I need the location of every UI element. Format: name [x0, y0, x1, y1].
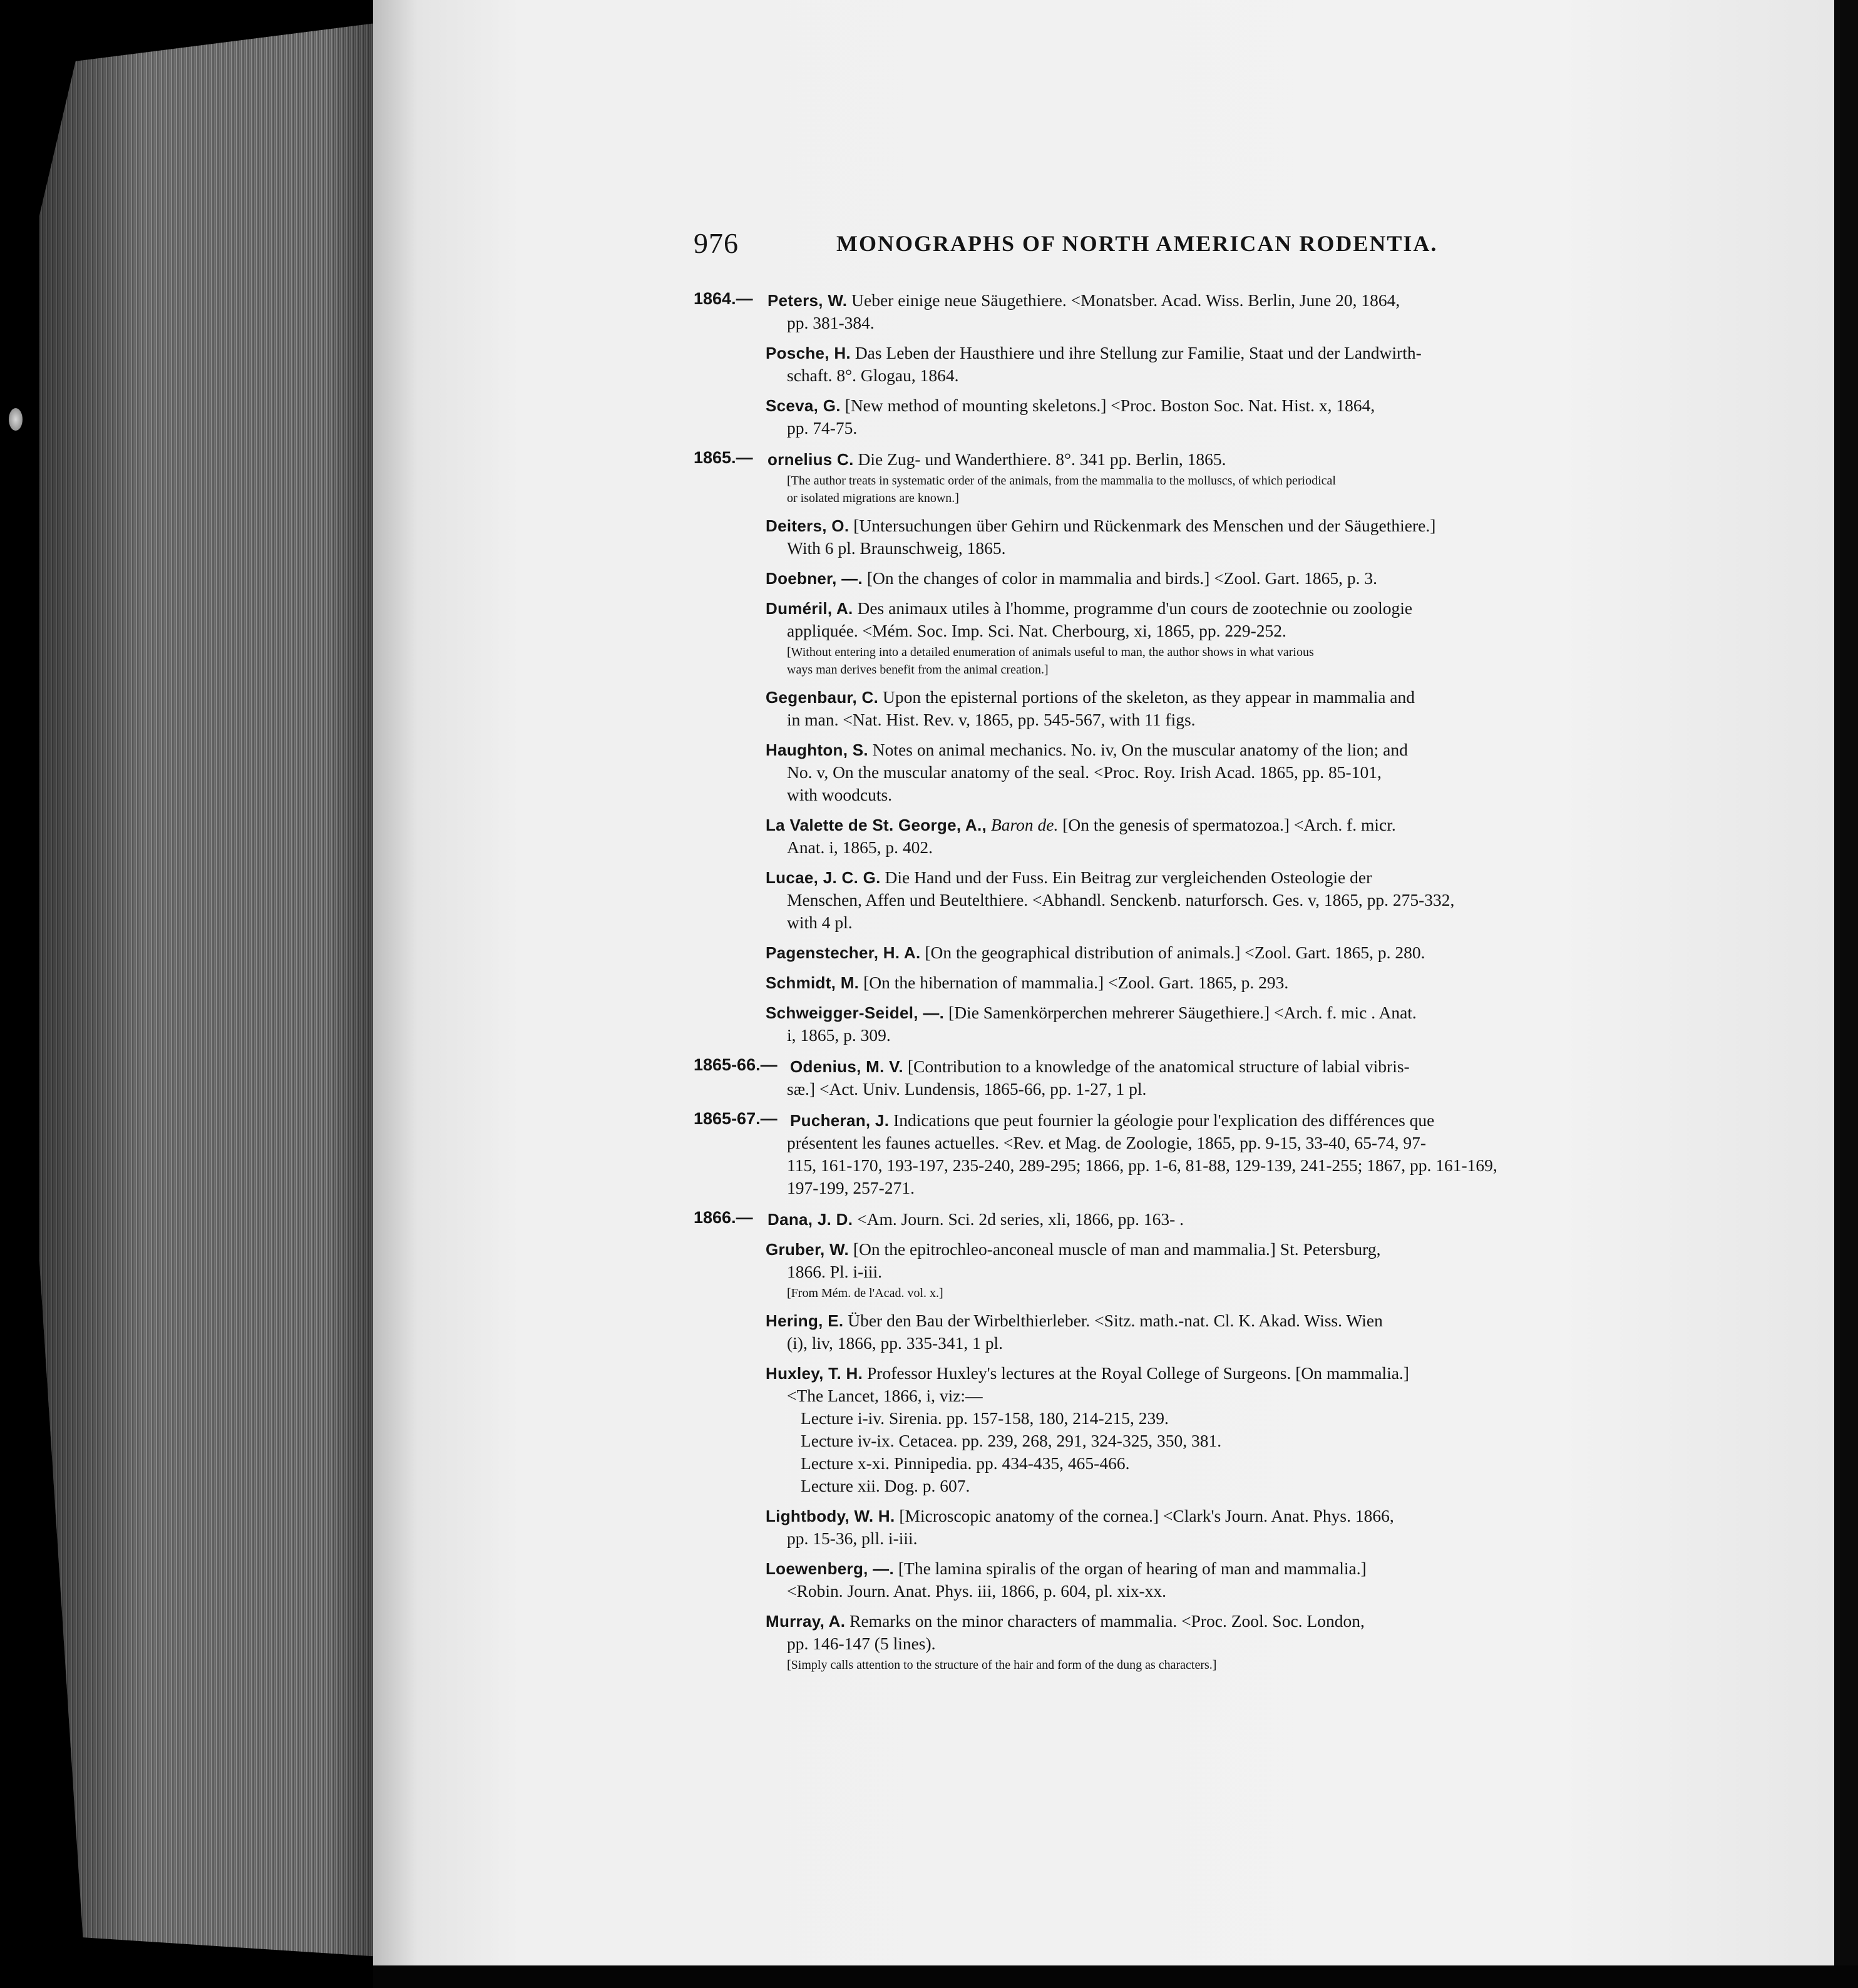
- bibliography-entry: [766, 1002, 1583, 1047]
- entry-note: [766, 643, 1583, 679]
- lecture-line: Lecture x-xi. Pinnipedia. pp. 434-435, 465-466.: [801, 1453, 1130, 1473]
- entry-continuation-line: Menschen, Affen und Beutelthiere. <Abhandl. Senckenb. naturforsch. Ges. v, 1865, pp. 275-332,: [787, 890, 1455, 909]
- entry-author: Doebner, —.: [766, 569, 863, 588]
- entry-lines: [766, 866, 1583, 934]
- entry-continuation-line: 1866. Pl. i-iii.: [787, 1262, 883, 1281]
- bibliography-entry: [766, 941, 1583, 964]
- entry-text: Die Zug- und Wanderthiere. 8°. 341 pp. Berlin, 1865.: [858, 449, 1226, 469]
- scan-border-right: [1834, 0, 1858, 1988]
- entry-first-line: [766, 1309, 1583, 1332]
- entry-lines: [766, 1362, 1583, 1497]
- entry-author: Schweigger-Seidel, —.: [766, 1003, 945, 1022]
- note-line: ways man derives benefit from the animal creation.]: [787, 663, 1049, 677]
- bibliography-entries: [694, 289, 1583, 1683]
- entry-first-line: [694, 1109, 1583, 1132]
- entry-lines: [766, 941, 1583, 964]
- scan-artifact: [9, 408, 23, 431]
- entry-author: Haughton, S.: [766, 740, 868, 759]
- entry-text: Über den Bau der Wirbelthierleber. <Sitz. math.-nat. Cl. K. Akad. Wiss. Wien: [848, 1311, 1383, 1330]
- entry-lines: [766, 739, 1583, 806]
- entry-continuation-line: 115, 161-170, 193-197, 235-240, 289-295; 1866, pp. 1-6, 81-88, 129-139, 241-255; 1867, pp. 161-169,: [787, 1155, 1497, 1175]
- entry-author: Murray, A.: [766, 1612, 846, 1631]
- entry-first-line: [766, 515, 1583, 537]
- entry-text: [The lamina spiralis of the organ of hearing of man and mammalia.]: [898, 1559, 1367, 1578]
- entry-author: ornelius C.: [767, 450, 854, 469]
- running-head: [694, 227, 1457, 264]
- entry-lines: [766, 1002, 1583, 1047]
- entry-text: Upon the episternal portions of the skeleton, as they appear in mammalia and: [883, 687, 1415, 707]
- entry-first-line: [766, 814, 1583, 836]
- entry-text: [On the hibernation of mammalia.] <Zool. Gart. 1865, p. 293.: [863, 973, 1289, 992]
- bibliography-entry: [766, 597, 1583, 679]
- entry-continuation-line: i, 1865, p. 309.: [787, 1025, 891, 1045]
- entry-text: <Am. Journ. Sci. 2d series, xli, 1866, pp. 163- .: [857, 1209, 1184, 1229]
- entry-author: Peters, W.: [767, 291, 848, 310]
- entry-lines: [766, 1505, 1583, 1550]
- bibliography-entry: [766, 1610, 1583, 1674]
- entry-author: Schmidt, M.: [766, 973, 860, 992]
- bibliography-entry: [766, 1238, 1583, 1302]
- entry-first-line: [694, 1055, 1583, 1078]
- bibliography-entry: [766, 394, 1583, 439]
- entry-lines: [766, 971, 1583, 994]
- entry-continuation-line: schaft. 8°. Glogau, 1864.: [787, 366, 959, 385]
- entry-first-line: [766, 1362, 1583, 1385]
- entry-lines: [766, 515, 1583, 560]
- bibliography-entry: [766, 971, 1583, 994]
- entry-text: [On the changes of color in mammalia and birds.] <Zool. Gart. 1865, p. 3.: [866, 568, 1377, 588]
- entry-first-line: [766, 1610, 1583, 1632]
- entry-author: Hering, E.: [766, 1311, 844, 1330]
- entry-continuation-line: pp. 146-147 (5 lines).: [787, 1634, 936, 1653]
- entry-text: [Untersuchungen über Gehirn und Rückenmark des Menschen und der Säugethiere.]: [853, 516, 1436, 535]
- bibliography-entry: [766, 515, 1583, 560]
- entry-lines: [694, 1055, 1583, 1100]
- entry-text: Des animaux utiles à l'homme, programme d'un cours de zootechnie ou zoologie: [857, 598, 1413, 618]
- entry-author: Pucheran, J.: [790, 1111, 890, 1130]
- entry-note: [694, 472, 1583, 507]
- bibliography-entry: [766, 1505, 1583, 1550]
- scan-border-bottom: [373, 1965, 1858, 1988]
- entry-text: [Microscopic anatomy of the cornea.] <Clark's Journ. Anat. Phys. 1866,: [899, 1506, 1394, 1525]
- book-edge-shadow: [18, 23, 381, 1957]
- bibliography-entry: [694, 448, 1583, 507]
- year-group: [694, 289, 1583, 439]
- bibliography-entry: [766, 1557, 1583, 1602]
- entry-continuation-line: pp. 381-384.: [787, 313, 875, 332]
- entry-first-line: [694, 289, 1583, 312]
- bibliography-entry: [766, 567, 1583, 590]
- entry-continuation-line: sæ.] <Act. Univ. Lundensis, 1865-66, pp. 1-27, 1 pl.: [787, 1079, 1147, 1099]
- entry-first-line: [766, 1557, 1583, 1580]
- entry-author: Gegenbaur, C.: [766, 688, 879, 707]
- year-label: 1864.—: [694, 289, 753, 308]
- note-line: [Simply calls attention to the structure of the hair and form of the dung as characters.]: [787, 1658, 1217, 1672]
- entry-text: Remarks on the minor characters of mammalia. <Proc. Zool. Soc. London,: [849, 1611, 1365, 1631]
- entry-text: [Contribution to a knowledge of the anatomical structure of labial vibris-: [907, 1057, 1410, 1076]
- entry-lines: [766, 1557, 1583, 1602]
- entry-note: [766, 1656, 1583, 1674]
- entry-continuation-line: in man. <Nat. Hist. Rev. v, 1865, pp. 545-567, with 11 figs.: [787, 710, 1196, 729]
- entry-lines: [766, 1238, 1583, 1283]
- entry-continuation-line: with woodcuts.: [787, 785, 893, 804]
- entry-lines: [766, 814, 1583, 859]
- entry-author: Lucae, J. C. G.: [766, 868, 881, 887]
- entry-lines: [694, 448, 1583, 471]
- entry-continuation-line: pp. 15-36, pll. i-iii.: [787, 1529, 918, 1548]
- entry-text: [On the genesis of spermatozoa.] <Arch. f. micr.: [1062, 815, 1396, 834]
- entry-first-line: [766, 739, 1583, 761]
- entry-text: Ueber einige neue Säugethiere. <Monatsber. Acad. Wiss. Berlin, June 20, 1864,: [851, 290, 1400, 310]
- page-number: 976: [694, 227, 739, 259]
- entry-first-line: [766, 394, 1583, 417]
- lecture-line: Lecture i-iv. Sirenia. pp. 157-158, 180, 214-215, 239.: [801, 1408, 1169, 1428]
- lecture-line: Lecture xii. Dog. p. 607.: [801, 1476, 970, 1495]
- bibliography-entry: [694, 1109, 1583, 1199]
- entry-first-line: [766, 686, 1583, 709]
- lecture-line: Lecture iv-ix. Cetacea. pp. 239, 268, 291, 324-325, 350, 381.: [801, 1431, 1222, 1450]
- entry-text: Die Hand und der Fuss. Ein Beitrag zur vergleichenden Osteologie der: [885, 868, 1372, 887]
- entry-first-line: [766, 1002, 1583, 1024]
- running-title: MONOGRAPHS OF NORTH AMERICAN RODENTIA.: [836, 231, 1438, 256]
- entry-text: [New method of mounting skeletons.] <Proc. Boston Soc. Nat. Hist. x, 1864,: [844, 396, 1375, 415]
- bibliography-entry: [766, 686, 1583, 731]
- bibliography-entry: [694, 1055, 1583, 1100]
- year-group: [694, 1208, 1583, 1674]
- entry-first-line: [766, 1238, 1583, 1261]
- year-group: [694, 448, 1583, 1047]
- entry-author: Lightbody, W. H.: [766, 1507, 895, 1525]
- entry-author: Sceva, G.: [766, 396, 841, 415]
- note-line: or isolated migrations are known.]: [787, 491, 959, 505]
- entry-first-line: [766, 342, 1583, 364]
- year-label: 1865.—: [694, 448, 753, 467]
- bibliography-entry: [766, 342, 1583, 387]
- entry-continuation-line: (i), liv, 1866, pp. 335-341, 1 pl.: [787, 1333, 1003, 1353]
- entry-author: Duméril, A.: [766, 599, 853, 618]
- entry-lines: [694, 289, 1583, 334]
- entry-lines: [766, 686, 1583, 731]
- entry-lines: [766, 342, 1583, 387]
- entry-lines: [694, 1208, 1583, 1231]
- bibliography-entry: [766, 866, 1583, 934]
- bibliography-entry: [694, 289, 1583, 334]
- entry-lines: [694, 1109, 1583, 1199]
- entry-continuation-line: with 4 pl.: [787, 913, 853, 932]
- year-label: 1865-67.—: [694, 1109, 778, 1128]
- entry-first-line: [766, 1505, 1583, 1527]
- entry-author-title: Baron de.: [990, 815, 1059, 834]
- entry-continuation-line: pp. 74-75.: [787, 418, 858, 438]
- entry-author: Huxley, T. H.: [766, 1364, 863, 1383]
- entry-first-line: [694, 1208, 1583, 1231]
- bibliography-entry: [766, 814, 1583, 859]
- entry-author: Posche, H.: [766, 344, 851, 362]
- entry-lines: [766, 567, 1583, 590]
- year-label: 1866.—: [694, 1208, 753, 1227]
- entry-continuation-line: No. v, On the muscular anatomy of the seal. <Proc. Roy. Irish Acad. 1865, pp. 85-101,: [787, 762, 1382, 782]
- entry-first-line: [766, 941, 1583, 964]
- bibliography-entry: [766, 1362, 1583, 1497]
- entry-text: [Die Samenkörperchen mehrerer Säugethiere.] <Arch. f. mic . Anat.: [948, 1003, 1417, 1022]
- entry-author: Dana, J. D.: [767, 1210, 853, 1229]
- entry-author: Deiters, O.: [766, 516, 849, 535]
- entry-first-line: [766, 567, 1583, 590]
- entry-first-line: [694, 448, 1583, 471]
- entry-text: Indications que peut fournier la géologie pour l'explication des différences que: [893, 1110, 1435, 1130]
- entry-author: La Valette de St. George, A.,: [766, 816, 987, 834]
- entry-continuation-line: With 6 pl. Braunschweig, 1865.: [787, 538, 1006, 558]
- bibliography-entry: [694, 1208, 1583, 1231]
- note-line: [From Mém. de l'Acad. vol. x.]: [787, 1286, 943, 1300]
- entry-author: Gruber, W.: [766, 1240, 849, 1259]
- entry-first-line: [766, 866, 1583, 889]
- bibliography-entry: [766, 1309, 1583, 1355]
- entry-author: Loewenberg, —.: [766, 1559, 895, 1578]
- entry-continuation-line: <The Lancet, 1866, i, viz:—: [787, 1386, 983, 1405]
- entry-text: [On the geographical distribution of animals.] <Zool. Gart. 1865, p. 280.: [925, 943, 1425, 962]
- entry-continuation-line: 197-199, 257-271.: [787, 1178, 915, 1197]
- entry-lines: [766, 1610, 1583, 1655]
- entry-text: Notes on animal mechanics. No. iv, On the muscular anatomy of the lion; and: [872, 740, 1408, 759]
- entry-first-line: [766, 597, 1583, 620]
- entry-text: Professor Huxley's lectures at the Royal College of Surgeons. [On mammalia.]: [867, 1363, 1409, 1383]
- entry-note: [766, 1284, 1583, 1302]
- bibliography-entry: [766, 739, 1583, 806]
- entry-lines: [766, 597, 1583, 642]
- entry-lines: [766, 394, 1583, 439]
- entry-continuation-line: <Robin. Journ. Anat. Phys. iii, 1866, p. 604, pl. xix-xx.: [787, 1581, 1167, 1601]
- note-line: [Without entering into a detailed enumeration of animals useful to man, the author shows in what various: [787, 645, 1314, 659]
- note-line: [The author treats in systematic order of the animals, from the mammalia to the molluscs, of which periodical: [787, 474, 1336, 488]
- entry-continuation-line: Anat. i, 1865, p. 402.: [787, 838, 933, 857]
- entry-text: [On the epitrochleo-anconeal muscle of man and mammalia.] St. Petersburg,: [853, 1239, 1381, 1259]
- entry-author: Odenius, M. V.: [790, 1057, 903, 1076]
- year-label: 1865-66.—: [694, 1055, 778, 1074]
- entry-text: Das Leben der Hausthiere und ihre Stellung zur Familie, Staat und der Landwirth-: [855, 343, 1422, 362]
- year-group: [694, 1055, 1583, 1100]
- year-group: [694, 1109, 1583, 1199]
- entry-lines: [766, 1309, 1583, 1355]
- entry-author: Pagenstecher, H. A.: [766, 943, 921, 962]
- entry-continuation-line: présentent les faunes actuelles. <Rev. et Mag. de Zoologie, 1865, pp. 9-15, 33-40, 65-74, 97-: [787, 1133, 1427, 1152]
- entry-continuation-line: appliquée. <Mém. Soc. Imp. Sci. Nat. Cherbourg, xi, 1865, pp. 229-252.: [787, 621, 1286, 640]
- entry-first-line: [766, 971, 1583, 994]
